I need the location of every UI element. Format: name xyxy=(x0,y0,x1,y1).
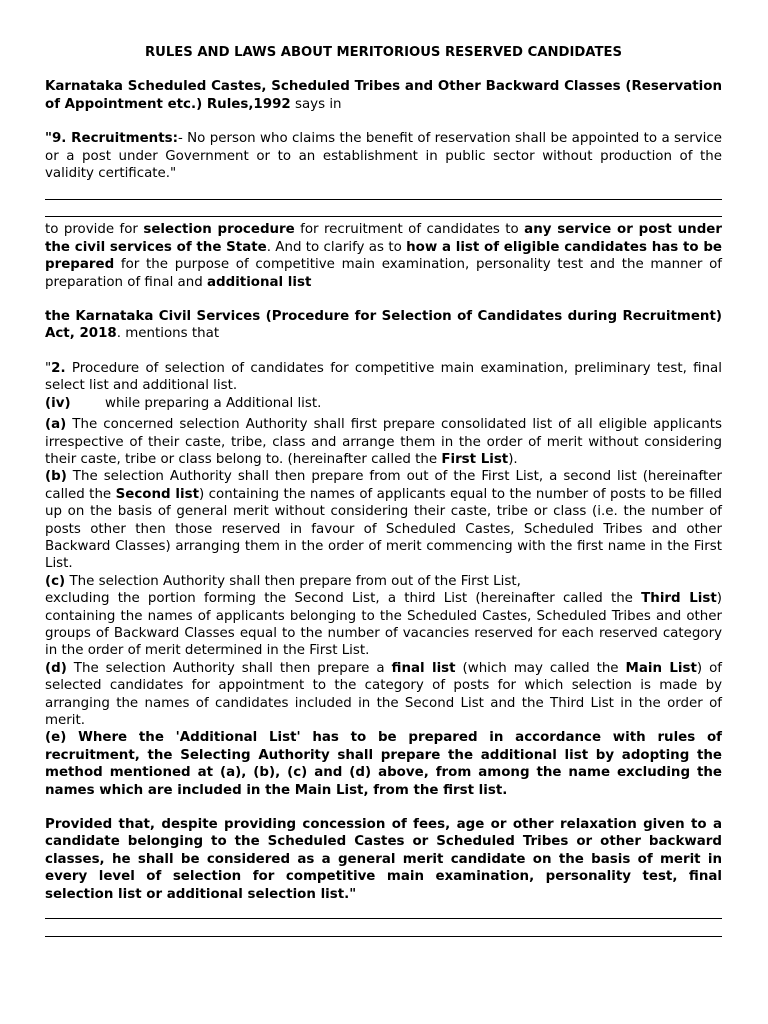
divider-line xyxy=(45,918,722,919)
proviso-paragraph: Provided that, despite providing concession of fees, age or other relaxation given to a candidate belonging to the Scheduled Castes or Scheduled Tribes or other backward classes, he shall be considered as a general merit candidate on the basis of merit in every level of selection for competitive main examination, personality test, final selection list or additional selection list." xyxy=(45,817,722,902)
selection-paragraph: to provide for selection procedure for recruitment of candidates to any service or post under the civil services of the State. And to clarify as to how a list of eligible candidates has to be prepared for the purpose of competitive main examination, personality test and the manner of preparation of final and additional list xyxy=(45,222,722,290)
clause-b: (b) The selection Authority shall then prepare from out of the First List, a second list (hereinafter called the Second list) containing the names of applicants equal to the number of posts to be filled up on the basis of general merit without considering their caste, tribe or class (i.e. the number of posts other then those reserved in favour of Scheduled Castes, Scheduled Tribes and other Backward Classes) arranging them in the order of merit commencing with the first name in the First List. xyxy=(45,469,722,572)
divider-line xyxy=(45,936,722,937)
rule9-quote: "9. Recruitments:- No person who claims the benefit of reservation shall be appointed to a service or a post under Government or to an establishment in public sector without production of the validity certificate." xyxy=(45,131,723,182)
clause-a: (a) The concerned selection Authority shall first prepare consolidated list of all eligible applicants irrespective of their caste, tribe, class and arrange them in the order of merit without considering their caste, tribe or class belong to. (hereinafter called the First List). xyxy=(45,417,722,467)
divider-line xyxy=(45,216,722,217)
document-title: RULES AND LAWS ABOUT MERITORIOUS RESERVED CANDIDATES xyxy=(144,45,622,60)
act-name: the Karnataka Civil Services (Procedure for Selection of Candidates during Recruitment) Act, 2018 xyxy=(45,309,722,342)
clause-e: (e) Where the 'Additional List' has to be prepared in accordance with rules of recruitment, the Selecting Authority shall prepare the additional list by adopting the method mentioned at (a), (b), (c) and (d) above, from among the name excluding the names which are included in the Main List, from the first list. xyxy=(45,730,722,798)
rule9-heading: "9. Recruitments: xyxy=(45,131,178,147)
divider-line xyxy=(45,199,722,200)
section2-heading: "2. Procedure of selection of candidates for competitive main examination, preliminary test, final select list and additional list. xyxy=(45,360,722,394)
rules-name: Karnataka Scheduled Castes, Scheduled Tribes and Other Backward Classes (Reservation of Appointment etc.) Rules,1992 xyxy=(45,79,722,112)
clause-iv: (iv) while preparing a Additional list. xyxy=(45,395,322,411)
intro-paragraph: Karnataka Scheduled Castes, Scheduled Tribes and Other Backward Classes (Reservation of Appointment etc.) Rules,1992 says in xyxy=(45,79,722,112)
document-page xyxy=(45,44,722,937)
act-paragraph: the Karnataka Civil Services (Procedure for Selection of Candidates during Recruitment) Act, 2018. mentions that xyxy=(45,309,722,342)
clause-c: excluding the portion forming the Second List, a third List (hereinafter called the Third List) containing the names of applicants belonging to the Scheduled Castes, Scheduled Tribes and other groups of Backward Classes equal to the number of vacancies reserved for each reserved category in the order of merit determined in the First List. xyxy=(45,591,722,659)
clause-c-line1: (c) The selection Authority shall then prepare from out of the First List, xyxy=(45,573,521,589)
clause-d: (d) The selection Authority shall then prepare a final list (which may called the Main List) of selected candidates for appointment to the category of posts for which selection is made by arranging the names of candidates included in the Second List and the Third List in the order of merit. xyxy=(45,660,722,728)
